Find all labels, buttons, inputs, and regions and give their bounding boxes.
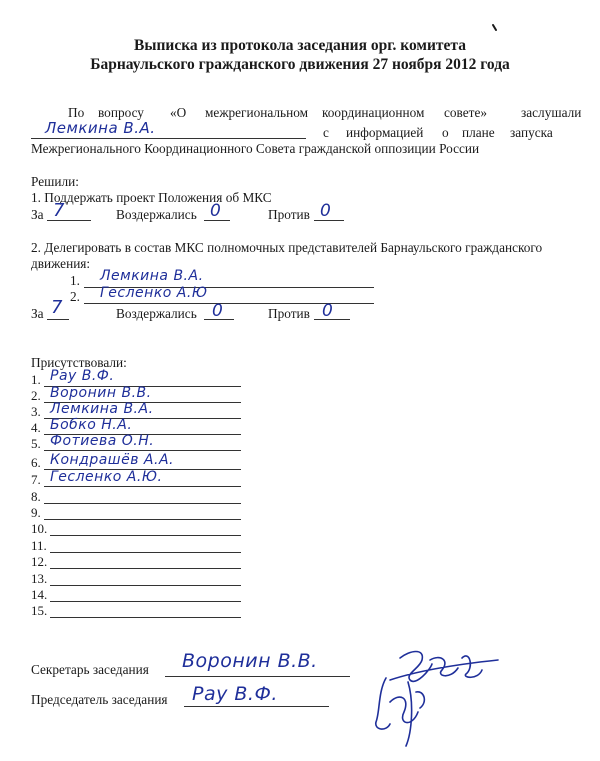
intro-word: По <box>68 105 85 120</box>
vote-abstain-label: Воздержались <box>116 207 197 222</box>
vote1-against-value: 0 <box>320 201 332 221</box>
vote-against-label: Против <box>268 306 310 321</box>
signature-scribble-chair <box>368 672 448 752</box>
row-line <box>44 503 241 504</box>
intro-word: плане <box>462 125 495 140</box>
secretary-name: Воронин В.В. <box>182 650 318 672</box>
row-num: 7. <box>31 472 41 487</box>
intro-word: о <box>442 125 449 140</box>
row-num: 2. <box>31 388 41 403</box>
row-line <box>44 450 241 451</box>
row-num: 5. <box>31 436 41 451</box>
row-line <box>50 601 241 602</box>
row-line <box>50 568 241 569</box>
chair-line <box>184 706 329 707</box>
row-name: Кондрашёв А.А. <box>50 452 174 468</box>
row-num: 6. <box>31 455 41 470</box>
decision-item2-line2: движения: <box>31 256 91 271</box>
vote1-for-value: 7 <box>53 200 65 221</box>
vote2-abstain-value: 0 <box>212 301 224 321</box>
intro-word: «О <box>170 105 187 120</box>
intro-word: запуска <box>510 125 553 140</box>
vote2-against-value: 0 <box>322 301 334 321</box>
row-num: 9. <box>31 505 41 520</box>
intro-line3: Межрегионального Координационного Совета гражданской оппозиции России <box>31 141 480 156</box>
row-num: 12. <box>31 554 48 569</box>
document-title-line2: Барнаульского гражданского движения 27 ноября 2012 года <box>90 56 510 73</box>
intro-word: с <box>323 125 329 140</box>
decision-item1: 1. Поддержать проект Положения об МКС <box>31 190 272 205</box>
chair-label: Председатель заседания <box>31 692 168 707</box>
intro-word: координационном <box>322 105 425 120</box>
row-num: 8. <box>31 489 41 504</box>
row-num: 10. <box>31 521 48 536</box>
intro-word: заслушали <box>521 105 582 120</box>
attendance-label: Присутствовали: <box>31 355 127 370</box>
vote-abstain-label: Воздержались <box>116 306 197 321</box>
vote-for-label: За <box>31 207 44 222</box>
delegate-num: 2. <box>70 289 80 304</box>
vote-against-label: Против <box>268 207 310 222</box>
ink-mark <box>491 24 499 32</box>
row-line <box>50 535 241 536</box>
row-name: Рау В.Ф. <box>50 368 115 384</box>
secretary-line <box>165 676 350 677</box>
speaker-line <box>31 138 306 139</box>
delegate-name: Гесленко А.Ю <box>100 285 208 301</box>
row-line <box>50 585 241 586</box>
row-num: 3. <box>31 404 41 419</box>
row-line <box>44 519 241 520</box>
vote-blank <box>47 319 69 320</box>
vote-for-label: За <box>31 306 44 321</box>
document-title-line1: Выписка из протокола заседания орг. комитета <box>134 37 466 54</box>
row-num: 1. <box>31 372 41 387</box>
intro-word: вопросу <box>98 105 144 120</box>
row-num: 13. <box>31 571 48 586</box>
vote1-abstain-value: 0 <box>210 201 222 221</box>
row-line <box>50 617 241 618</box>
row-line <box>50 552 241 553</box>
row-num: 11. <box>31 538 47 553</box>
intro-word: совете» <box>444 105 488 120</box>
intro-word: информацией <box>346 125 424 140</box>
row-name: Гесленко А.Ю. <box>50 469 163 485</box>
row-line <box>44 486 241 487</box>
delegate-name: Лемкина В.А. <box>100 268 204 284</box>
secretary-label: Секретарь заседания <box>31 662 149 677</box>
speaker-handwritten-name: Лемкина В.А. <box>45 119 156 137</box>
intro-word: межрегиональном <box>205 105 309 120</box>
row-num: 4. <box>31 420 41 435</box>
decision-item2-line1: 2. Делегировать в состав МКС полномочных представителей Барнаульского гражданского <box>31 240 543 255</box>
row-num: 14. <box>31 587 48 602</box>
decisions-label: Решили: <box>31 174 79 189</box>
vote2-for-value: 7 <box>51 297 63 318</box>
row-name: Бобко Н.А. <box>50 417 133 433</box>
delegate-num: 1. <box>70 273 80 288</box>
row-name: Воронин В.В. <box>50 385 152 401</box>
row-name: Лемкина В.А. <box>50 401 154 417</box>
row-num: 15. <box>31 603 48 618</box>
chair-name: Рау В.Ф. <box>192 683 278 705</box>
row-name: Фотиева О.Н. <box>50 433 155 449</box>
